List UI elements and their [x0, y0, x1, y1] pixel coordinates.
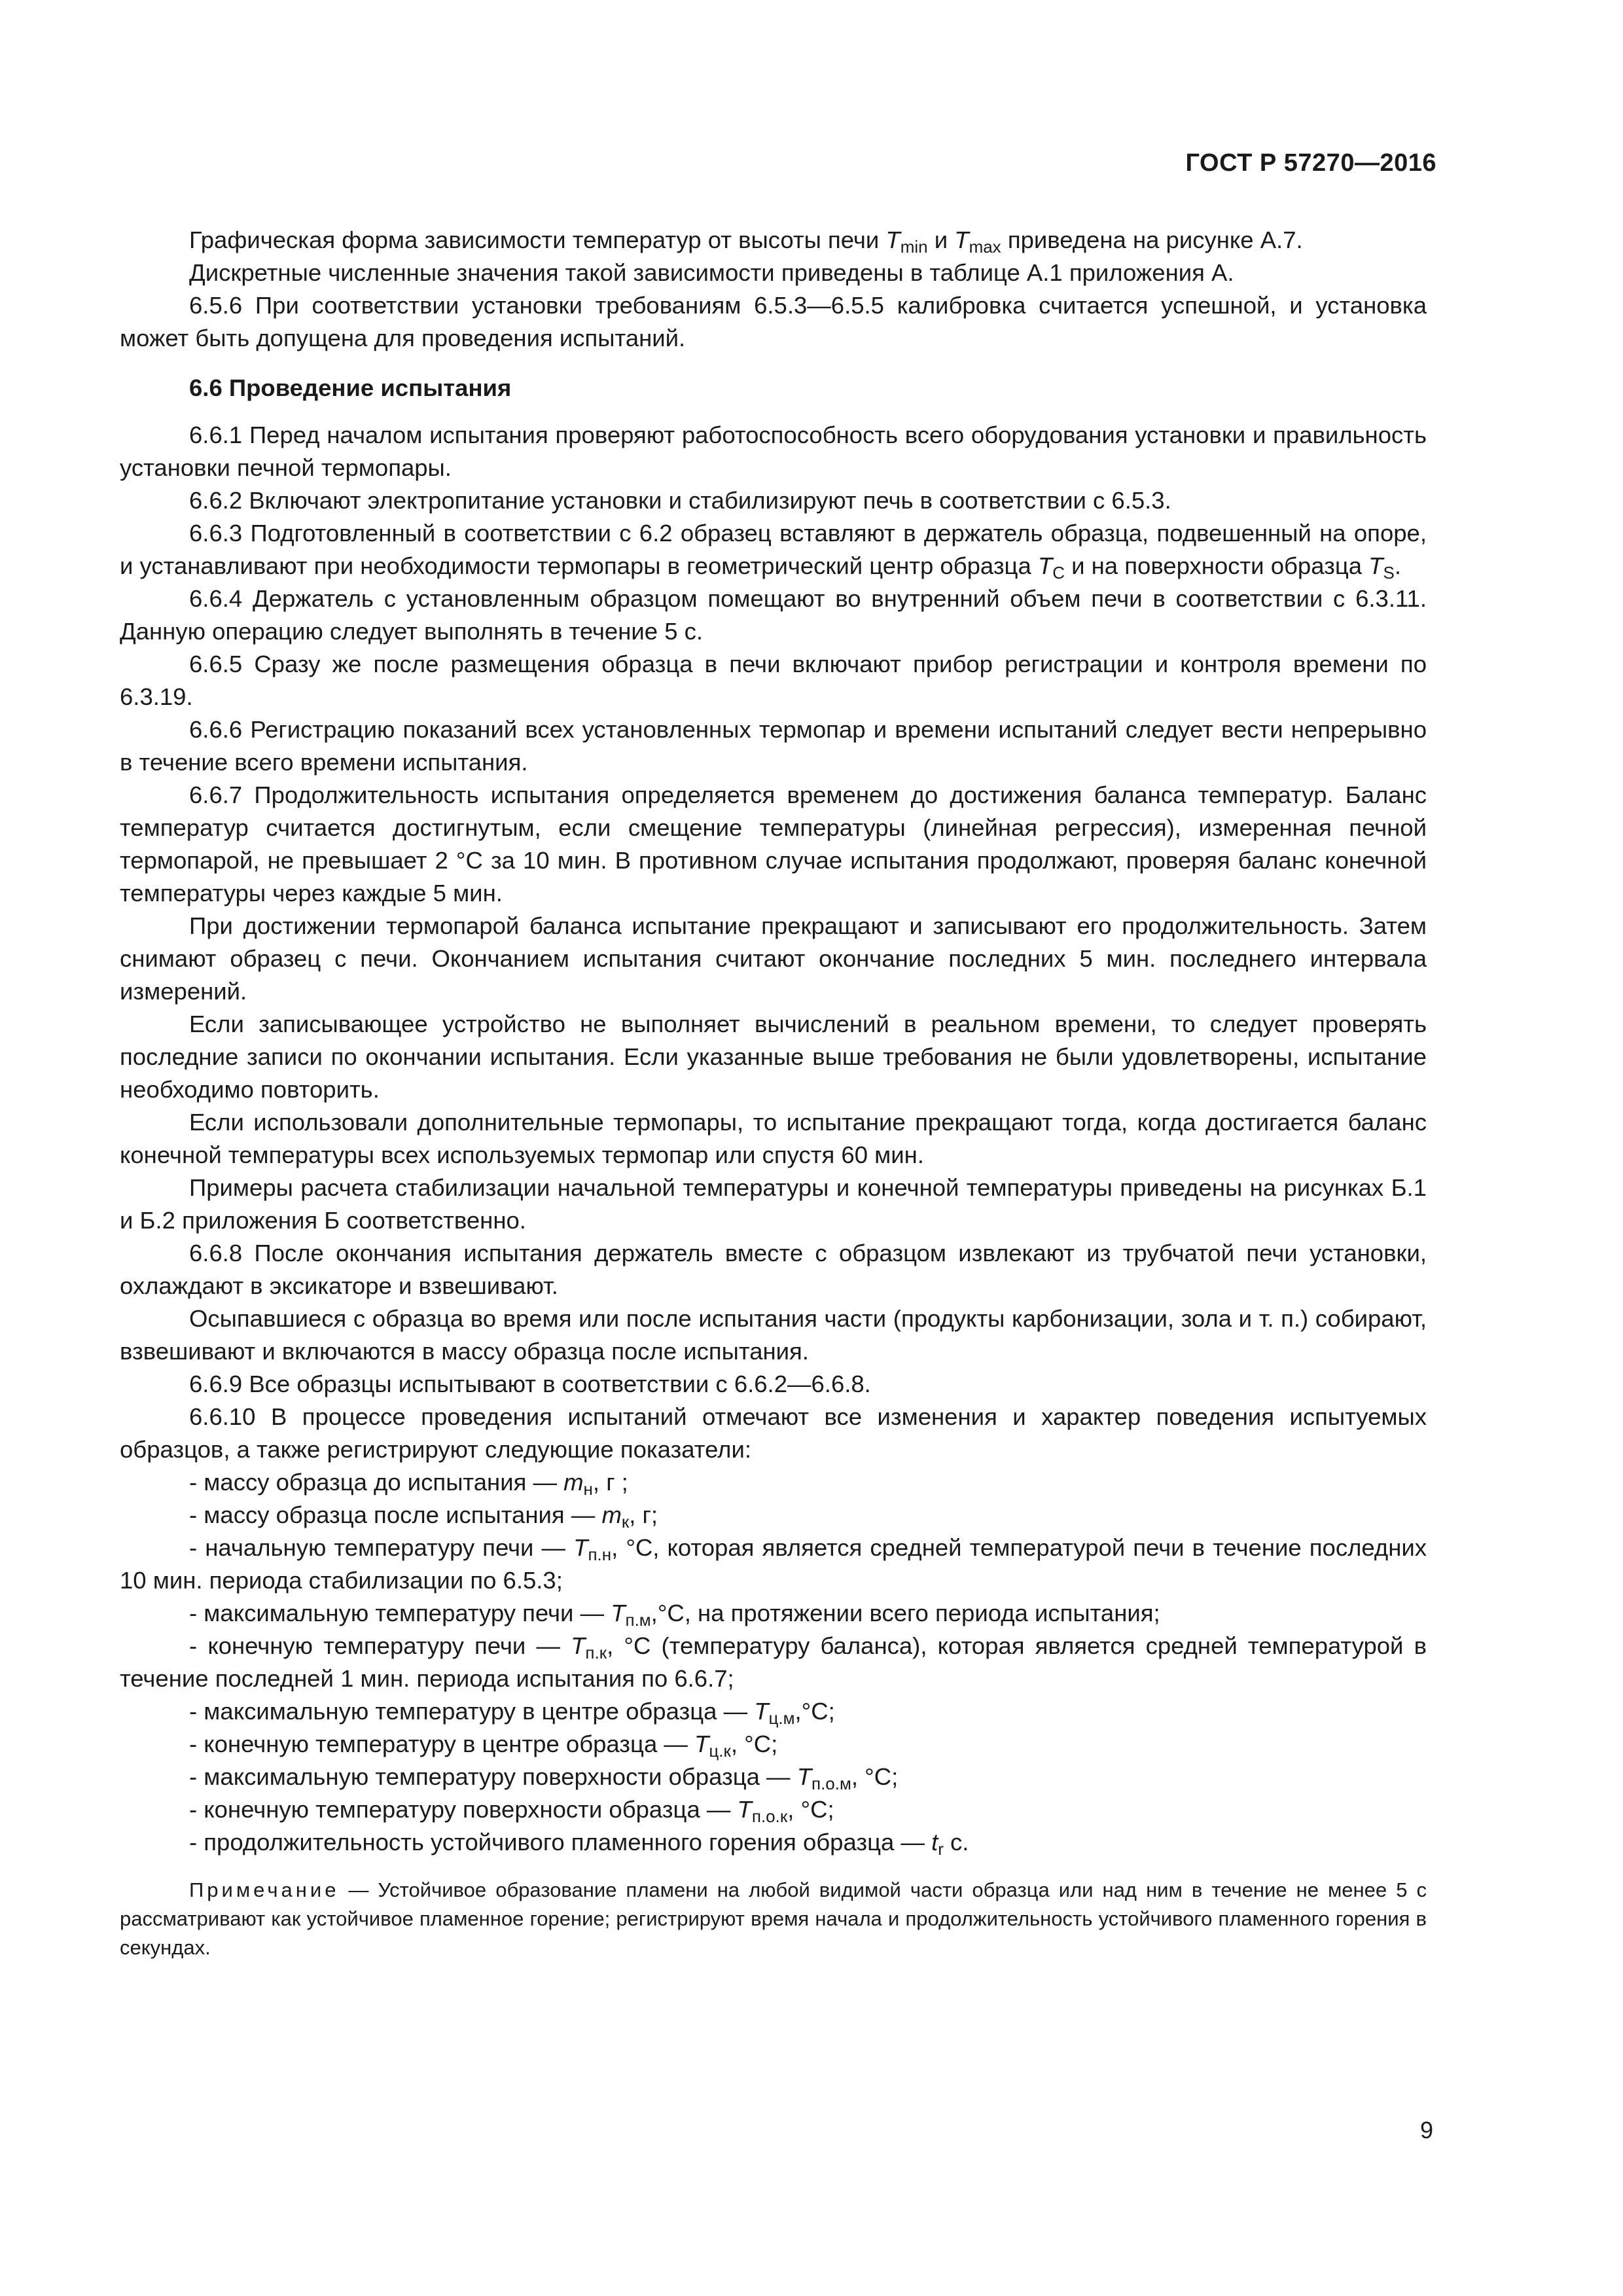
- symbol: T: [754, 1698, 769, 1725]
- symbol: t: [931, 1829, 938, 1856]
- text-run: .: [1394, 552, 1401, 579]
- paragraph-li-final-surface: [120, 1793, 1427, 1826]
- symbol: T: [611, 1600, 626, 1626]
- section-paragraphs: [120, 419, 1427, 1859]
- text-run: Дискретные численные значения такой зависимости приведены в таблице А.1 приложения А.: [189, 259, 1234, 286]
- symbol: T: [571, 1632, 586, 1659]
- text-run: приведена на рисунке А.7.: [1001, 226, 1303, 253]
- paragraph-fig-ref: [120, 224, 1427, 257]
- paragraph-li-max-surface: [120, 1761, 1427, 1793]
- paragraph-p-6-6-2: [120, 484, 1427, 517]
- symbol: T: [954, 226, 969, 253]
- text-run: 6.6.3 Подготовленный в соответствии с 6.2 образец вставляют в держатель образца, подвешенный на опоре, и устанавливают при необходимости термопары в геометрический центр образца: [120, 520, 1427, 579]
- paragraph-p-6-6-5: [120, 648, 1427, 713]
- text-run: - максимальную температуру в центре образца —: [189, 1698, 755, 1725]
- text-run: При достижении термопарой баланса испытание прекращают и записывают его продолжительность. Затем снимают образец с печи. Окончанием испытания считают окончание последних 5 мин. последнего интервала измерений.: [120, 912, 1427, 1005]
- text-run: , °С;: [730, 1731, 778, 1757]
- symbol: m: [563, 1469, 584, 1496]
- subscript: к: [621, 1512, 630, 1532]
- symbol: T: [737, 1796, 752, 1823]
- note: [120, 1876, 1427, 1962]
- text-run: - конечную температуру поверхности образца —: [189, 1796, 738, 1823]
- paragraph-table-ref: [120, 257, 1427, 289]
- paragraph-li-max-center: [120, 1695, 1427, 1728]
- text-run: 6.6.9 Все образцы испытывают в соответствии с 6.6.2—6.6.8.: [189, 1371, 871, 1397]
- paragraph-li-mass-before: [120, 1466, 1427, 1499]
- text-run: Примеры расчета стабилизации начальной температуры и конечной температуры приведены на рисунках Б.1 и Б.2 приложения Б соответственно.: [120, 1174, 1427, 1234]
- text-run: и: [927, 226, 955, 253]
- subscript: п.н: [588, 1545, 612, 1564]
- symbol: T: [885, 226, 901, 253]
- text-run: 6.6.10 В процессе проведения испытаний отмечают все изменения и характер поведения испытуемых образцов, а также регистрируют следующие показатели:: [120, 1403, 1427, 1463]
- text-run: , °С, которая является средней температурой печи в течение последних 10 мин. периода стабилизации по 6.5.3;: [120, 1534, 1427, 1594]
- paragraph-p-balance: [120, 910, 1427, 1008]
- text-run: Графическая форма зависимости температур от высоты печи: [189, 226, 886, 253]
- text-run: Если записывающее устройство не выполняет вычислений в реальном времени, то следует проверять последние записи по окончании испытания. Если указанные выше требования не были удовлетворены, испытание необходимо повторить.: [120, 1011, 1427, 1103]
- paragraph-li-flame-duration: [120, 1826, 1427, 1859]
- page-number: 9: [1419, 2117, 1433, 2144]
- text-run: ,°С, на протяжении всего периода испытания;: [651, 1600, 1160, 1626]
- text-run: , г ;: [592, 1469, 628, 1496]
- symbol: T: [1037, 552, 1053, 579]
- note-label: Примечание: [189, 1878, 340, 1901]
- text-run: и на поверхности образца: [1064, 552, 1369, 579]
- subscript: C: [1052, 563, 1065, 583]
- subscript: п.о.к: [751, 1806, 788, 1826]
- symbol: T: [796, 1763, 812, 1790]
- paragraph-li-mass-after: [120, 1499, 1427, 1532]
- subscript: п.м: [625, 1610, 651, 1630]
- text-run: ,°С;: [794, 1698, 835, 1725]
- paragraph-li-max-furnace: [120, 1597, 1427, 1630]
- text-run: - массу образца после испытания —: [189, 1501, 602, 1528]
- paragraph-p-extra-tc: [120, 1106, 1427, 1172]
- text-run: 6.6.2 Включают электропитание установки и стабилизируют печь в соответствии с 6.5.3.: [189, 487, 1171, 514]
- symbol: T: [694, 1731, 709, 1757]
- standard-id-header: ГОСТ Р 57270—2016: [1185, 149, 1436, 177]
- text-run: 6.6.7 Продолжительность испытания определяется временем до достижения баланса температур. Баланс температур считается достигнутым, если смещение температуры (линейная регрессия), измеренная печной термопарой, не превышает 2 °С за 10 мин. В противном случае испытания продолжают, проверяя баланс конечной температуры через каждые 5 мин.: [120, 781, 1427, 906]
- subscript: ц.к: [709, 1741, 731, 1761]
- text-run: 6.6.1 Перед началом испытания проверяют работоспособность всего оборудования установки и правильность установки печной термопары.: [120, 422, 1427, 481]
- text-run: 6.5.6 При соответствии установки требованиям 6.5.3—6.5.5 калибровка считается успешной, и установка может быть допущена для проведения испытаний.: [120, 292, 1427, 351]
- text-run: , °С;: [787, 1796, 834, 1823]
- text-run: - максимальную температуру печи —: [189, 1600, 611, 1626]
- paragraph-p-6-6-1: [120, 419, 1427, 484]
- subscript: н: [583, 1479, 593, 1499]
- paragraph-li-final-center: [120, 1728, 1427, 1761]
- text-run: с.: [943, 1829, 969, 1856]
- paragraph-p-recorder: [120, 1008, 1427, 1106]
- symbol: T: [573, 1534, 588, 1561]
- body-text: [120, 224, 1427, 1962]
- paragraph-li-initial-temp: [120, 1532, 1427, 1597]
- intro-paragraphs: [120, 224, 1427, 355]
- text-run: - начальную температуру печи —: [189, 1534, 574, 1561]
- text-run: - конечную температуру в центре образца —: [189, 1731, 695, 1757]
- paragraph-p-examples: [120, 1172, 1427, 1237]
- paragraph-p-6-6-6: [120, 713, 1427, 779]
- subscript: S: [1383, 563, 1395, 583]
- subscript: ц.м: [768, 1708, 795, 1728]
- subscript: п.к: [585, 1643, 607, 1662]
- section-heading: 6.6 Проведение испытания: [189, 374, 512, 401]
- text-run: 6.6.6 Регистрацию показаний всех установленных термопар и времени испытаний следует вести непрерывно в течение всего времени испытания.: [120, 716, 1427, 776]
- text-run: , °С (температуру баланса), которая является средней температурой в течение последней 1 мин. периода испытания по 6.6.7;: [120, 1632, 1427, 1692]
- text-run: - продолжительность устойчивого пламенного горения образца —: [189, 1829, 932, 1856]
- paragraph-p-6-6-8: [120, 1237, 1427, 1302]
- paragraph-p-6-5-6: [120, 289, 1427, 355]
- text-run: , г;: [629, 1501, 658, 1528]
- text-run: 6.6.8 После окончания испытания держатель вместе с образцом извлекают из трубчатой печи установки, охлаждают в эксикаторе и взвешивают.: [120, 1240, 1427, 1299]
- text-run: 6.6.4 Держатель с установленным образцом помещают во внутренний объем печи в соответствии с 6.3.11. Данную операцию следует выполнять в течение 5 с.: [120, 585, 1427, 645]
- text-run: - массу образца до испытания —: [189, 1469, 564, 1496]
- subscript: min: [900, 237, 928, 257]
- text-run: Осыпавшиеся с образца во время или после испытания части (продукты карбонизации, зола и т. п.) собирают, взвешивают и включаются в массу образца после испытания.: [120, 1305, 1427, 1365]
- paragraph-p-6-6-7: [120, 779, 1427, 910]
- text-run: , °С;: [851, 1763, 899, 1790]
- subscript: r: [938, 1839, 944, 1859]
- symbol: m: [601, 1501, 622, 1528]
- text-run: Если использовали дополнительные термопары, то испытание прекращают тогда, когда достигается баланс конечной температуры всех используемых термопар или спустя 60 мин.: [120, 1109, 1427, 1168]
- text-run: - конечную температуру печи —: [189, 1632, 571, 1659]
- paragraph-p-debris: [120, 1302, 1427, 1368]
- symbol: T: [1368, 552, 1383, 579]
- subscript: п.о.м: [812, 1774, 851, 1793]
- text-run: - максимальную температуру поверхности образца —: [189, 1763, 797, 1790]
- text-run: 6.6.5 Сразу же после размещения образца в печи включают прибор регистрации и контроля времени по 6.3.19.: [120, 651, 1427, 710]
- note-text: — Устойчивое образование пламени на любой видимой части образца или над ним в течение не менее 5 с рассматривают как устойчивое пламенное горение; регистрируют время начала и продолжительность устойчивого пламенного горения в секундах.: [120, 1878, 1427, 1959]
- paragraph-li-final-furnace: [120, 1630, 1427, 1695]
- subscript: max: [969, 237, 1001, 257]
- paragraph-p-6-6-10: [120, 1401, 1427, 1466]
- paragraph-p-6-6-9: [120, 1368, 1427, 1401]
- paragraph-p-6-6-3: [120, 517, 1427, 583]
- paragraph-p-6-6-4: [120, 583, 1427, 648]
